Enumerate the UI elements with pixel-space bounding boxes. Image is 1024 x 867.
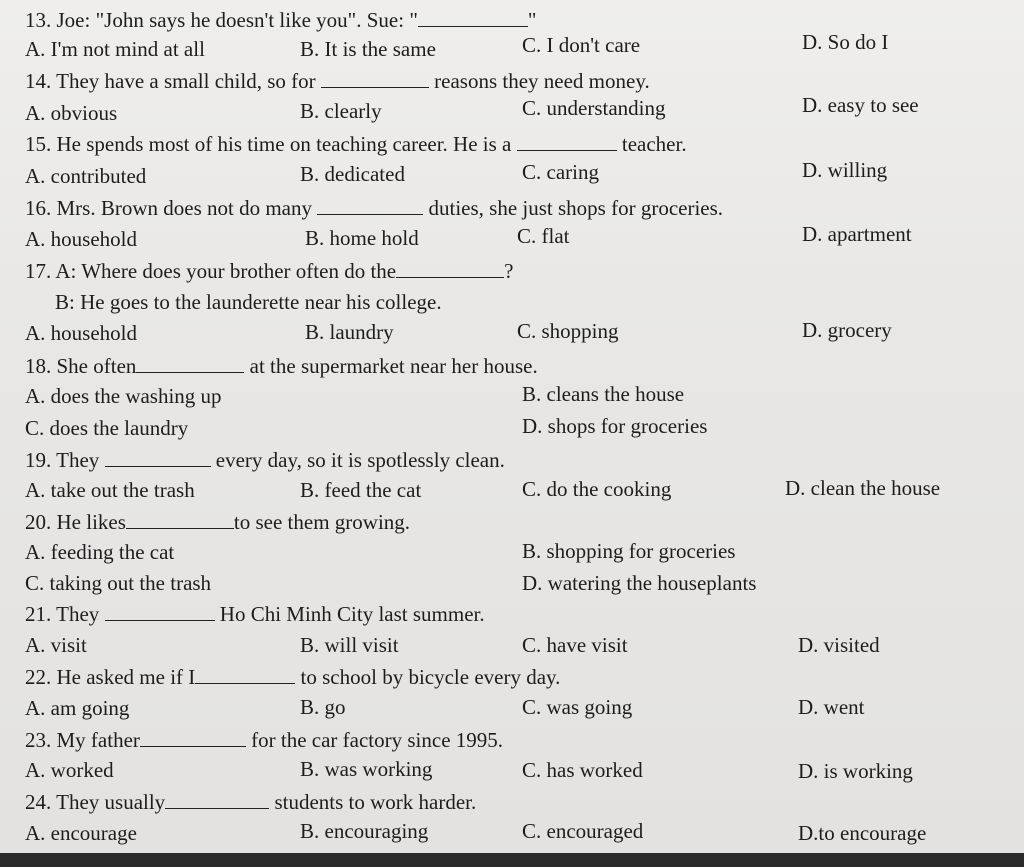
stem-text: at the supermarket near her house.: [249, 354, 538, 378]
stem-text: for the car factory since 1995.: [251, 728, 504, 752]
answer-blank: [321, 68, 429, 88]
option-a: A. visit: [25, 633, 87, 657]
answer-blank: [317, 195, 423, 215]
option-a: A. I'm not mind at all: [25, 37, 205, 61]
option-b: B. encouraging: [300, 819, 429, 843]
answer-blank: [517, 131, 617, 151]
option-d: D. grocery: [802, 318, 892, 342]
answer-blank: [126, 509, 234, 529]
option-a: A. take out the trash: [25, 478, 195, 502]
stem-text: to school by bicycle every day.: [300, 665, 561, 689]
question-15-stem: [25, 131, 687, 156]
option-d: D. apartment: [802, 222, 912, 246]
question-24-stem: [25, 789, 476, 814]
option-c: C. does the laundry: [25, 416, 189, 440]
stem-text: 14. They have a small child, so for: [25, 69, 316, 93]
option-d: D. clean the house: [785, 476, 941, 500]
option-c: C. taking out the trash: [25, 571, 212, 595]
question-14-stem: [25, 68, 650, 93]
option-d: D. So do I: [802, 30, 889, 54]
option-c: C. caring: [522, 160, 599, 184]
stem-text: 20. He likes: [25, 510, 126, 534]
option-d: D. watering the houseplants: [522, 571, 757, 595]
question-19-stem: [25, 447, 505, 472]
option-a: A. worked: [25, 758, 114, 782]
option-b: B. go: [300, 695, 346, 719]
question-16-stem: [25, 195, 723, 220]
option-b: B. was working: [300, 757, 433, 781]
option-b: B. shopping for groceries: [522, 539, 736, 563]
option-a: A. household: [25, 227, 137, 251]
answer-blank: [418, 7, 528, 27]
stem-text: reasons they need money.: [434, 69, 650, 93]
stem-text: 17. A: Where does your brother often do the: [25, 259, 397, 283]
option-a: A. obvious: [25, 101, 118, 125]
stem-text: 18. She often: [25, 354, 137, 378]
answer-blank: [396, 258, 504, 278]
answer-blank: [105, 601, 215, 621]
answer-blank: [140, 727, 246, 747]
option-c: C. has worked: [522, 758, 643, 782]
option-a: A. encourage: [25, 821, 137, 845]
option-c: C. do the cooking: [522, 477, 672, 501]
option-d: D. willing: [802, 158, 888, 182]
stem-text: students to work harder.: [274, 790, 477, 814]
question-17-dialogue: B: He goes to the launderette near his college.: [55, 290, 442, 314]
stem-text: 16. Mrs. Brown does not do many: [25, 196, 312, 220]
stem-text: 19. They: [25, 448, 100, 472]
question-20-stem: [25, 509, 410, 534]
question-21-stem: [25, 601, 485, 626]
option-c: C. shopping: [517, 319, 619, 343]
option-b: B. laundry: [305, 320, 394, 344]
option-a: A. feeding the cat: [25, 540, 175, 564]
answer-blank: [105, 447, 211, 467]
question-18-stem: [25, 353, 538, 378]
stem-text: teacher.: [621, 132, 687, 156]
option-b: B. feed the cat: [300, 478, 422, 502]
option-b: B. cleans the house: [522, 382, 685, 406]
option-d: D. visited: [798, 633, 880, 657]
option-c: C. encouraged: [522, 819, 644, 843]
option-b: B. clearly: [300, 99, 382, 123]
option-d: D. is working: [798, 759, 913, 783]
option-c: C. flat: [517, 224, 570, 248]
option-c: C. I don't care: [522, 33, 641, 57]
stem-text: 24. They usually: [25, 790, 166, 814]
answer-blank: [195, 664, 295, 684]
option-b: B. It is the same: [300, 37, 436, 61]
stem-text: duties, she just shops for groceries.: [428, 196, 724, 220]
option-d: D. went: [798, 695, 865, 719]
option-d: D.to encourage: [798, 821, 927, 845]
stem-text: 13. Joe: "John says he doesn't like you". Sue: ": [25, 8, 418, 32]
option-c: C. understanding: [522, 96, 666, 120]
question-13-stem: [25, 7, 536, 32]
option-a: A. contributed: [25, 164, 147, 188]
question-23-stem: [25, 727, 503, 752]
stem-text: 15. He spends most of his time on teaching career. He is a: [25, 132, 512, 156]
option-b: B. dedicated: [300, 162, 405, 186]
answer-blank: [165, 789, 269, 809]
answer-blank: [136, 353, 244, 373]
stem-text: every day, so it is spotlessly clean.: [215, 448, 505, 472]
option-c: C. have visit: [522, 633, 628, 657]
question-22-stem: [25, 664, 560, 689]
stem-text: ": [527, 8, 537, 32]
option-c: C. was going: [522, 695, 633, 719]
option-b: B. will visit: [300, 633, 399, 657]
page-bottom-edge: [0, 853, 1024, 867]
stem-text: 21. They: [25, 602, 100, 626]
option-d: D. easy to see: [802, 93, 919, 117]
option-a: A. household: [25, 321, 137, 345]
option-a: A. am going: [25, 696, 130, 720]
question-17-stem: [25, 258, 513, 283]
option-a: A. does the washing up: [25, 384, 222, 408]
option-d: D. shops for groceries: [522, 414, 708, 438]
stem-text: 22. He asked me if I: [25, 665, 196, 689]
stem-text: 23. My father: [25, 728, 140, 752]
stem-text: ?: [504, 259, 514, 283]
option-b: B. home hold: [305, 226, 419, 250]
stem-text: to see them growing.: [233, 510, 411, 534]
stem-text: Ho Chi Minh City last summer.: [219, 602, 485, 626]
